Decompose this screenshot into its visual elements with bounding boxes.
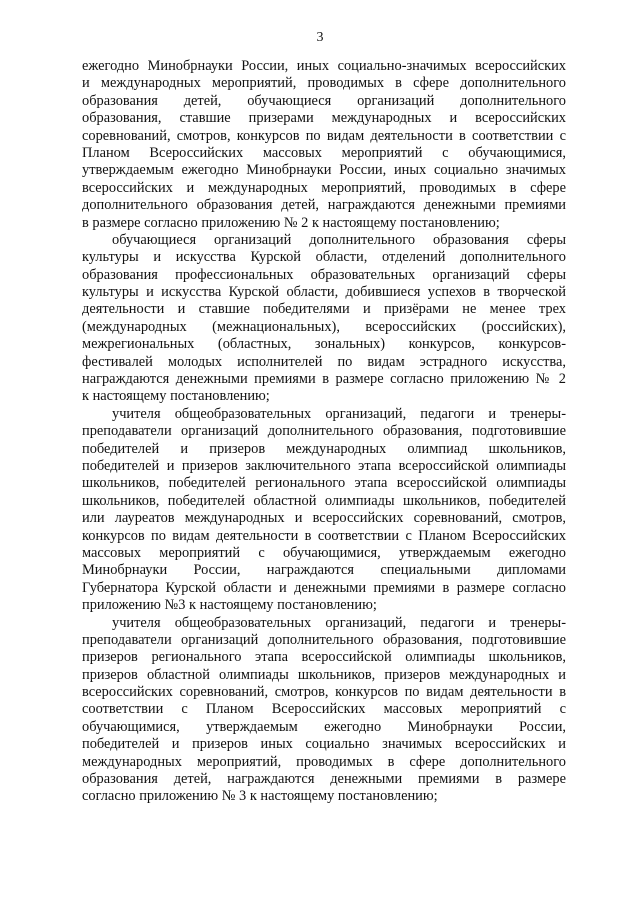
text-line: преподаватели организаций дополнительного образования, подготовившие [82,423,566,440]
paragraph-2 [82,232,566,406]
text-line: школьников, победителей областной олимпиады школьников, победителей [82,492,566,509]
paragraph-4 [82,615,566,806]
text-line: призеров областной олимпиады школьников, призеров международных и [82,666,566,683]
paragraph-1 [82,58,566,232]
text-line: образования детей, награждаются денежными премиями в размере [82,771,566,788]
text-line: в размере согласно приложению № 2 к настоящему постановлению; [82,214,500,231]
text-line: международных мероприятий, проводимых в сфере дополнительного [82,753,566,770]
text-line: образования профессиональных образовательных организаций сферы [82,266,566,283]
text-line: образования детей, обучающиеся организаций дополнительного [82,92,566,109]
text-line: учителя общеобразовательных организаций, педагоги и тренеры- [112,614,566,631]
text-line: фестивалей молодых исполнителей по видам эстрадного искусства, [82,353,566,370]
text-line: утверждаемым ежегодно Минобрнауки России, иных социально значимых [82,162,566,179]
text-line: (международных (межнациональных), всероссийских (российских), [82,318,566,335]
text-line: ежегодно Минобрнауки России, иных социально-значимых всероссийских [82,58,566,74]
text-line: Губернатора Курской области и денежными премиями в размере согласно [82,579,566,596]
text-line: соревнований, смотров, конкурсов по видам деятельности в соответствии с [82,127,566,144]
text-line: деятельности и ставшие победителями и призёрами не менее трех [82,301,566,318]
text-line: к настоящему постановлению; [82,388,270,405]
text-line: и международных мероприятий, проводимых в сфере дополнительного [82,75,566,92]
text-line: дополнительного образования детей, награждаются денежными премиями [82,197,566,214]
text-line: обучающимися, утверждаемым ежегодно Минобрнауки России, [82,718,566,735]
text-line: массовых мероприятий с обучающимися, утверждаемым ежегодно [82,544,566,561]
text-line: школьников, победителей регионального этапа всероссийской олимпиады [82,475,566,492]
page-number: 3 [316,30,324,45]
text-line: межрегиональных (областных, зональных) конкурсов, конкурсов- [82,336,566,353]
text-line: призеров регионального этапа всероссийской олимпиады школьников, [82,649,566,666]
text-line: победителей и призеров заключительного этапа всероссийской олимпиады [82,457,566,474]
document-body [82,58,566,806]
text-line: всероссийских и международных мероприятий, проводимых в сфере [82,179,566,196]
text-line: или лауреатов международных и всероссийских соревнований, смотров, [82,510,566,527]
text-line: Планом Всероссийских массовых мероприятий с обучающимися, [82,144,566,161]
text-line: согласно приложению № 3 к настоящему постановлению; [82,788,438,805]
text-line: победителей и призеров иных социально значимых всероссийских и [82,736,566,753]
text-line: преподаватели организаций дополнительного образования, подготовившие [82,631,566,648]
text-line: культуры и искусства Курской области, добившиеся успехов в творческой [82,284,566,301]
text-line: победителей и призеров международных олимпиад школьников, [82,440,566,457]
text-line: Минобрнауки России, награждаются специальными дипломами [82,562,566,579]
text-line: обучающиеся организаций дополнительного образования сферы [112,231,566,248]
text-line: соответствии с Планом Всероссийских массовых мероприятий с [82,701,566,718]
text-line: образования, ставшие призерами международных и всероссийских [82,110,566,127]
paragraph-3 [82,406,566,615]
text-line: культуры и искусства Курской области, отделений дополнительного [82,249,566,266]
text-line: учителя общеобразовательных организаций, педагоги и тренеры- [112,405,566,422]
text-line: всероссийских соревнований, смотров, конкурсов по видам деятельности в [82,684,566,701]
text-line: награждаются денежными премиями в размере согласно приложению № 2 [82,371,566,388]
text-line: конкурсов по видам деятельности в соответствии с Планом Всероссийских [82,527,566,544]
text-line: приложению №3 к настоящему постановлению; [82,597,377,614]
